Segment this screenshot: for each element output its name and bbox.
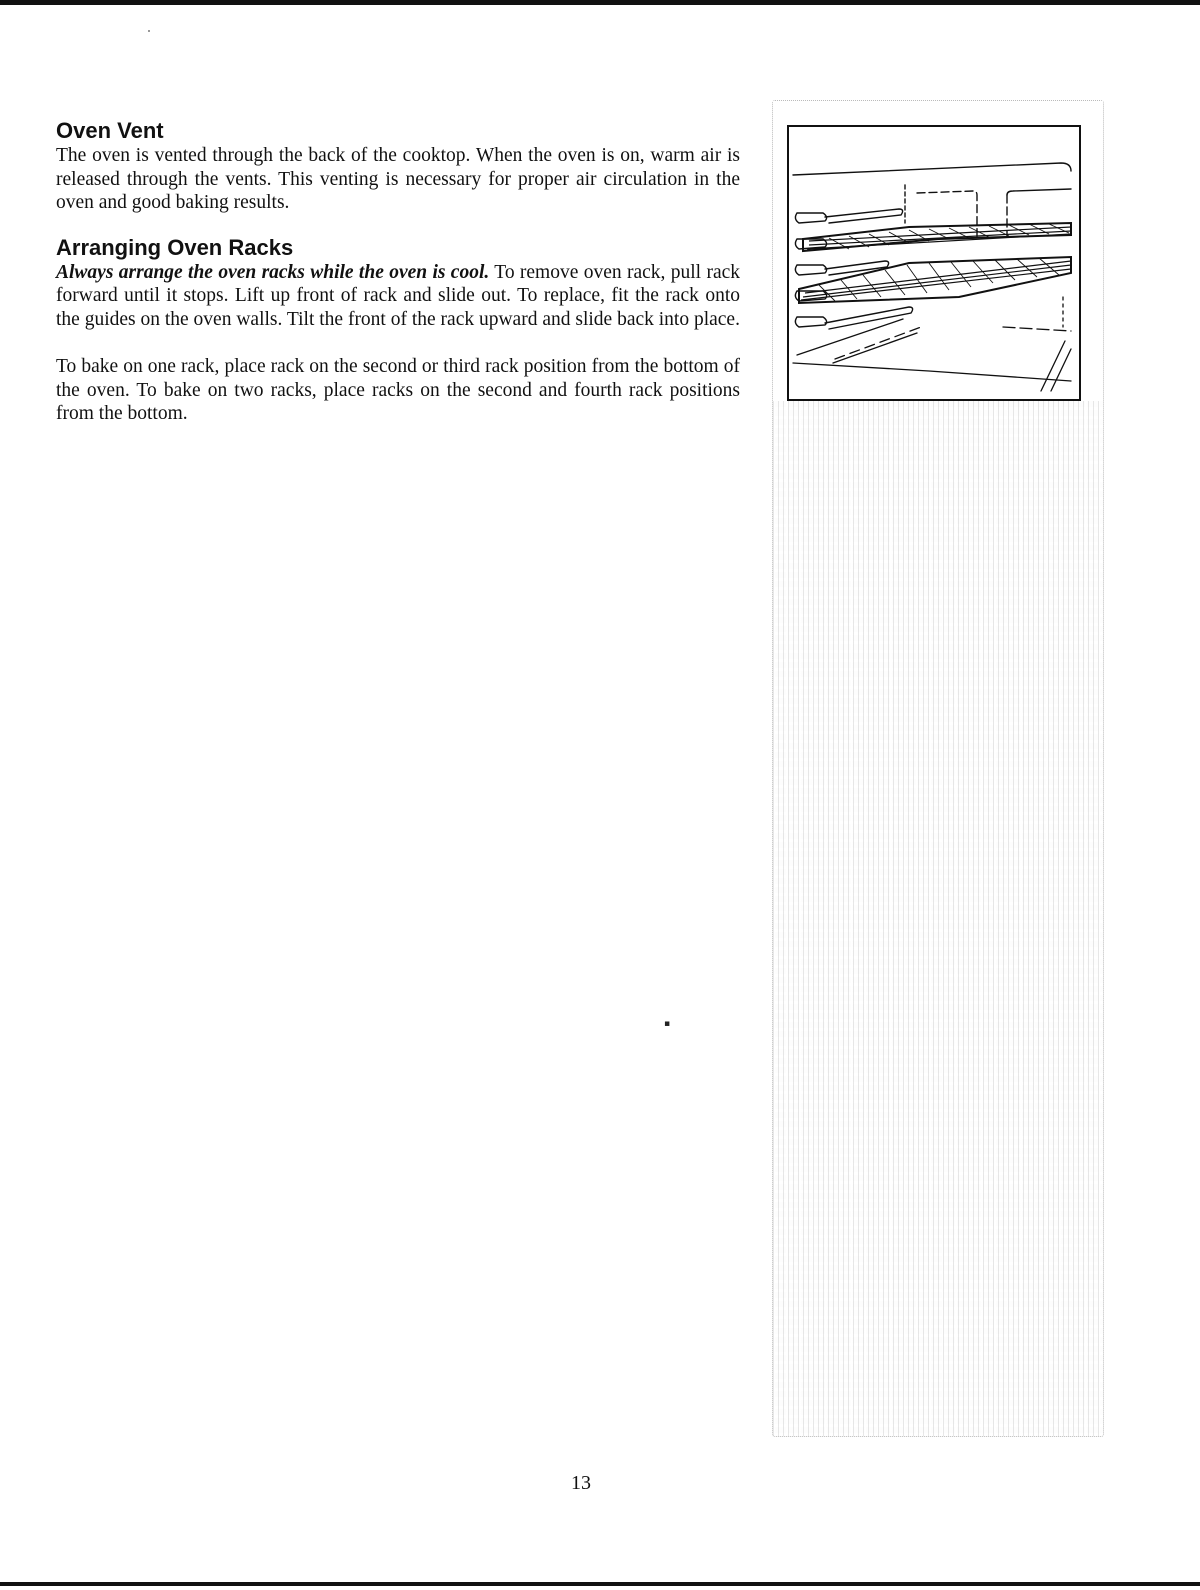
arranging-racks-paragraph <box>56 261 740 332</box>
oven-vent-paragraph: The oven is vented through the back of the cooktop. When the oven is on, warm air is released through the vents. This venting is necessary for proper air circulation in the oven and good baking results. <box>56 145 740 213</box>
bottom-border-rule <box>0 1582 1200 1586</box>
page-number: 13 <box>571 1472 591 1494</box>
oven-racks-illustration <box>787 125 1081 401</box>
illustration-sidebar <box>772 100 1104 1437</box>
remove-rack-instructions: To remove oven rack, pull rack forward until it stops. Lift up front of rack and slide out. To replace, fit the rack onto the guides on the oven walls. Tilt the front of the rack upward and slide back into place. <box>56 261 740 330</box>
scan-speck <box>148 30 150 32</box>
oven-interior-drawing <box>789 127 1079 399</box>
heading-oven-vent: Oven Vent <box>56 118 164 143</box>
heading-arranging-oven-racks: Arranging Oven Racks <box>56 234 294 260</box>
cool-oven-warning: Always arrange the oven racks while the oven is cool. <box>56 261 490 283</box>
top-border-rule <box>0 0 1200 5</box>
rack-position-paragraph: To bake on one rack, place rack on the second or third rack position from the bottom of the oven. To bake on two racks, place racks on the second and fourth rack positions from the bottom. <box>56 356 740 424</box>
scan-speck: ▪ <box>664 1019 671 1029</box>
manual-text-column <box>56 118 740 426</box>
